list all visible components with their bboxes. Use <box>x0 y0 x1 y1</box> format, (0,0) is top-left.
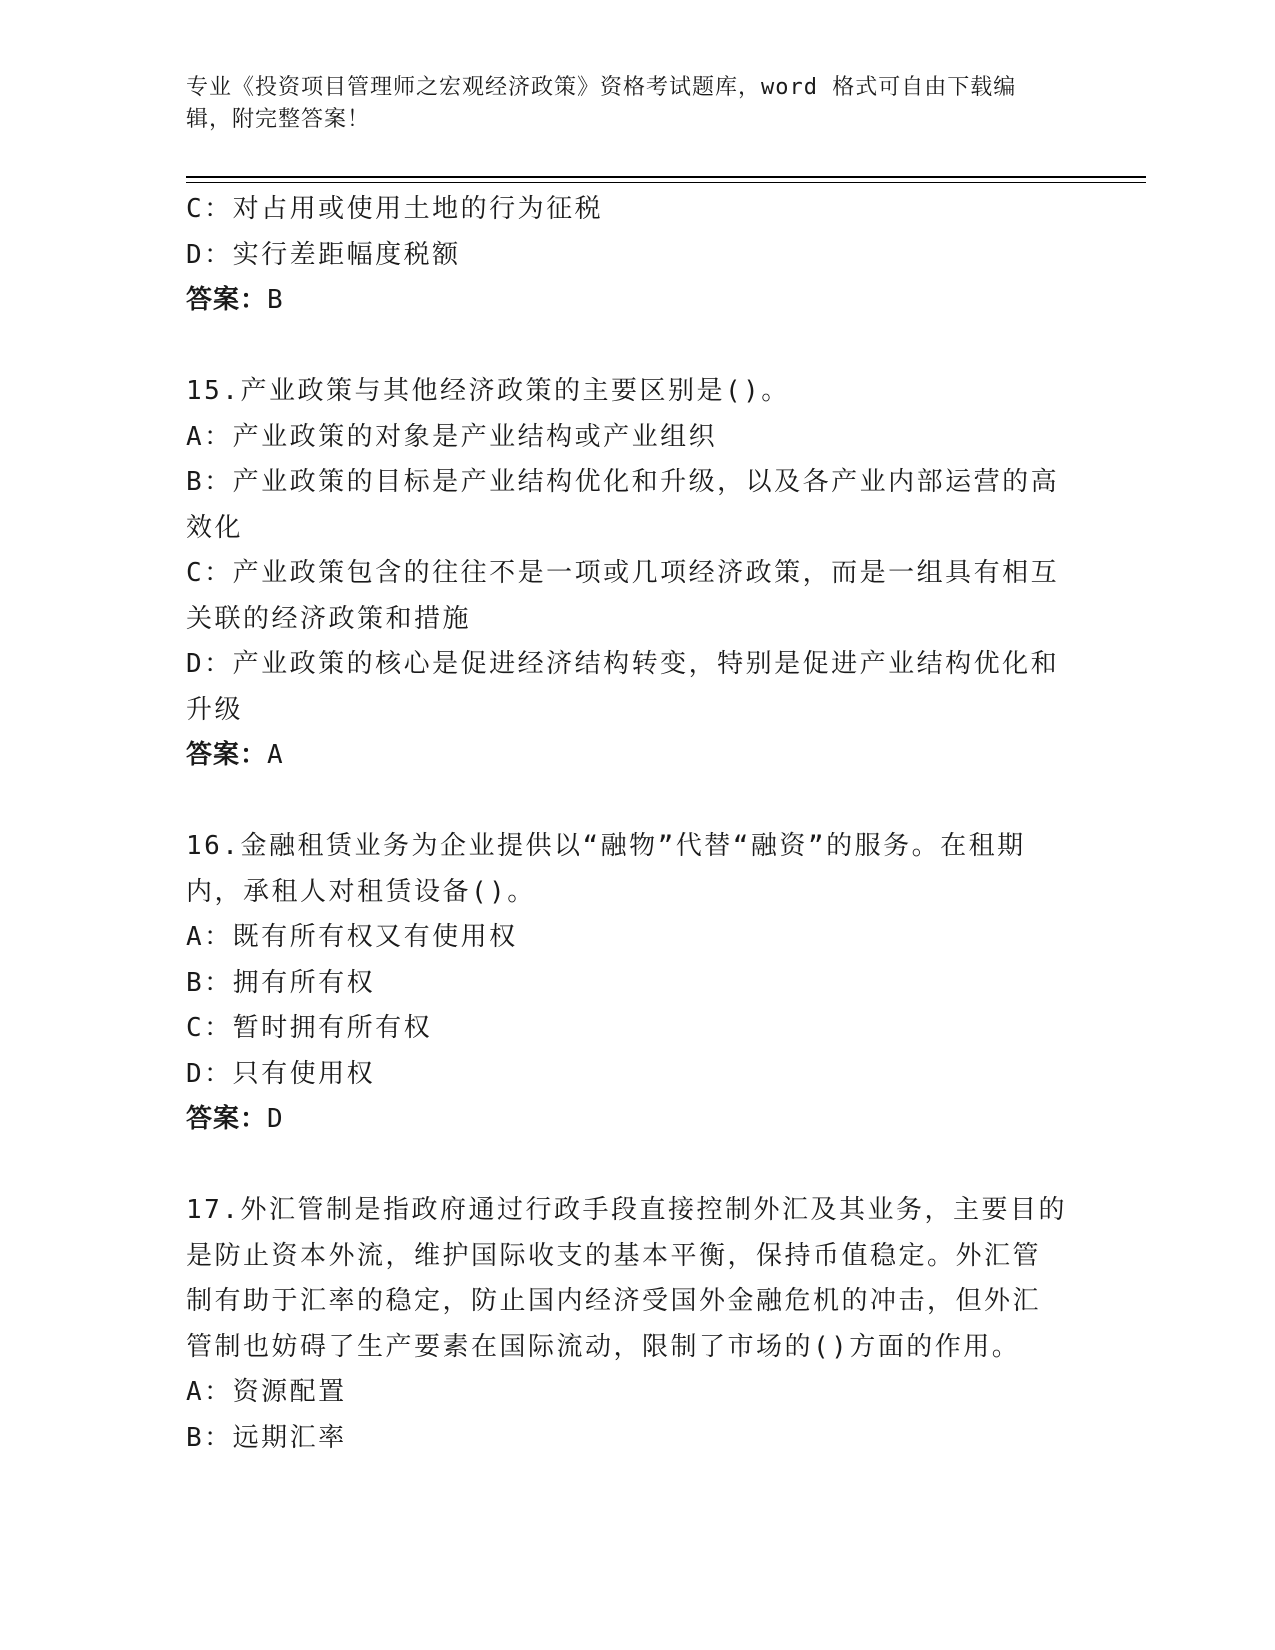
option-line: B：拥有所有权 <box>186 967 376 998</box>
option-line: 关联的经济政策和措施 <box>186 603 472 634</box>
spacer <box>186 324 1066 370</box>
option-line: 效化 <box>186 512 244 543</box>
spacer <box>186 779 1066 825</box>
header-line-2: 辑，附完整答案！ <box>186 107 371 132</box>
option-line: C：暂时拥有所有权 <box>186 1013 433 1043</box>
option-line: D：只有使用权 <box>186 1058 376 1089</box>
answer-line <box>186 1097 1066 1143</box>
question-17 <box>186 1188 1066 1461</box>
question-stem-line: 17.外汇管制是指政府通过行政手段直接控制外汇及其业务，主要目的 <box>186 1195 1067 1225</box>
header-divider-thin <box>186 182 1146 183</box>
question-stem-line: 管制也妨碍了生产要素在国际流动，限制了市场的()方面的作用。 <box>186 1331 1021 1362</box>
question-stem-line: 15.产业政策与其他经济政策的主要区别是()。 <box>186 376 790 406</box>
answer-label: 答案： <box>186 285 268 315</box>
header-line-1: 专业《投资项目管理师之宏观经济政策》资格考试题库，word 格式可自由下载编 <box>186 75 1017 100</box>
question-stem-line: 制有助于汇率的稳定，防止国内经济受国外金融危机的冲击，但外汇 <box>186 1286 1042 1316</box>
header-divider-thick <box>186 176 1146 178</box>
option-line: C：对占用或使用土地的行为征税 <box>186 194 604 224</box>
answer-value: A <box>267 740 286 770</box>
option-line: B：产业政策的目标是产业结构优化和升级，以及各产业内部运营的高 <box>186 467 1060 497</box>
document-header <box>186 72 1076 136</box>
question-stem-line: 16.金融租赁业务为企业提供以“融物”代替“融资”的服务。在租期 <box>186 831 1026 861</box>
option-line: A：资源配置 <box>186 1377 347 1407</box>
option-line: C：产业政策包含的往往不是一项或几项经济政策，而是一组具有相互 <box>186 558 1060 588</box>
option-line: D：产业政策的核心是促进经济结构转变，特别是促进产业结构优化和 <box>186 649 1060 679</box>
question-content <box>186 187 1066 1461</box>
option-line: A：既有所有权又有使用权 <box>186 922 518 952</box>
answer-line <box>186 733 1066 779</box>
spacer <box>186 1143 1066 1189</box>
option-line: 升级 <box>186 694 244 725</box>
question-15 <box>186 369 1066 779</box>
prev-question <box>186 187 1066 324</box>
answer-label: 答案： <box>186 1104 268 1134</box>
question-stem-line: 内，承租人对租赁设备()。 <box>186 876 536 907</box>
option-line: B：远期汇率 <box>186 1422 347 1453</box>
question-16 <box>186 824 1066 1143</box>
question-stem-line: 是防止资本外流，维护国际收支的基本平衡，保持币值稳定。外汇管 <box>186 1240 1042 1271</box>
answer-value: D <box>267 1104 286 1134</box>
option-line: D：实行差距幅度税额 <box>186 239 461 270</box>
answer-value: B <box>267 285 286 315</box>
answer-label: 答案： <box>186 740 268 770</box>
answer-line <box>186 278 1066 324</box>
option-line: A：产业政策的对象是产业结构或产业组织 <box>186 421 718 452</box>
